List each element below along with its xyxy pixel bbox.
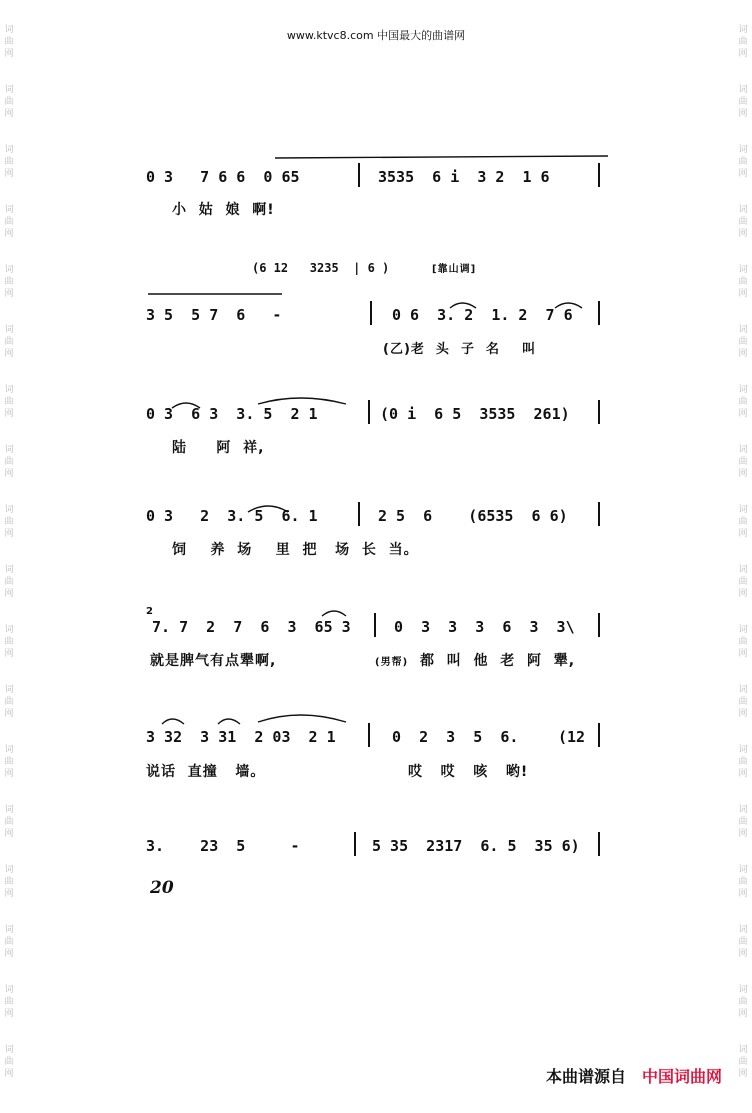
watermark-char: 网 bbox=[738, 589, 748, 599]
notation-measures-b: 5 35 2317 6. 5 35 6) bbox=[372, 837, 580, 855]
system-3 bbox=[0, 404, 752, 424]
watermark-char: 曲 bbox=[738, 697, 748, 707]
notation-measures-b: 0 3 3 3 6 3 3\ bbox=[394, 618, 575, 636]
watermark-char: 曲 bbox=[738, 937, 748, 947]
grace-note-mark: 2 bbox=[146, 606, 153, 617]
watermark-char: 词 bbox=[4, 445, 14, 455]
notation-measures-a: 3 5 5 7 6 - bbox=[146, 306, 282, 324]
watermark-char: 词 bbox=[738, 565, 748, 575]
barline bbox=[370, 301, 372, 325]
watermark-char: 网 bbox=[738, 649, 748, 659]
system-5 bbox=[0, 617, 752, 637]
notation-measures-a: 0 3 7 6 6 0 65 bbox=[146, 168, 300, 186]
watermark-char: 曲 bbox=[4, 337, 14, 347]
watermark-char: 曲 bbox=[4, 757, 14, 767]
watermark-char: 网 bbox=[4, 949, 14, 959]
barline bbox=[598, 832, 600, 856]
watermark-char: 词 bbox=[738, 1045, 748, 1055]
watermark-char: 网 bbox=[738, 709, 748, 719]
lyrics-4 bbox=[0, 540, 752, 560]
watermark-char: 词 bbox=[738, 145, 748, 155]
notation-measures-b: 0 2 3 5 6. bbox=[392, 728, 519, 746]
watermark-char: 词 bbox=[4, 565, 14, 575]
watermark-char: 词 bbox=[738, 25, 748, 35]
watermark-char: 曲 bbox=[738, 277, 748, 287]
watermark-char: 曲 bbox=[738, 217, 748, 227]
watermark-char: 词 bbox=[738, 385, 748, 395]
watermark-char: 网 bbox=[4, 709, 14, 719]
watermark-char: 词 bbox=[738, 505, 748, 515]
footer-brand-link[interactable]: 中国词曲网 bbox=[641, 1067, 722, 1086]
watermark-char: 曲 bbox=[738, 457, 748, 467]
barline bbox=[598, 301, 600, 325]
watermark-char: 词 bbox=[4, 1045, 14, 1055]
watermark-char: 网 bbox=[4, 1009, 14, 1019]
lyrics-6 bbox=[0, 762, 752, 782]
watermark-char: 曲 bbox=[738, 757, 748, 767]
watermark-char: 曲 bbox=[4, 817, 14, 827]
watermark-char: 网 bbox=[4, 889, 14, 899]
watermark-char: 曲 bbox=[4, 1057, 14, 1067]
notation-measures-a: 0 3 2 3. 5 6. 1 bbox=[146, 507, 318, 525]
watermark-char: 网 bbox=[4, 409, 14, 419]
watermark-char: 曲 bbox=[4, 877, 14, 887]
watermark-char: 网 bbox=[738, 769, 748, 779]
lyrics-2 bbox=[0, 340, 752, 360]
lyrics-text: 就是脾气有点犟啊, bbox=[150, 653, 277, 669]
watermark-char: 网 bbox=[738, 109, 748, 119]
system-7 bbox=[0, 836, 752, 856]
watermark-char: 曲 bbox=[738, 157, 748, 167]
watermark-char: 词 bbox=[4, 625, 14, 635]
watermark-char: 曲 bbox=[4, 397, 14, 407]
system-2-intro bbox=[0, 258, 752, 278]
watermark-char: 曲 bbox=[738, 517, 748, 527]
lyrics-1 bbox=[0, 200, 752, 220]
watermark-char: 曲 bbox=[738, 337, 748, 347]
watermark-char: 曲 bbox=[738, 877, 748, 887]
lyrics-5 bbox=[0, 651, 752, 671]
watermark-char: 词 bbox=[4, 985, 14, 995]
notation-measures-a: 0 3 6 3 3. 5 2 1 bbox=[146, 405, 318, 423]
lyrics-text: 饲 养 场 里 把 场 长 当。 bbox=[172, 542, 419, 558]
barline bbox=[354, 832, 356, 856]
watermark-char: 网 bbox=[738, 529, 748, 539]
watermark-char: 词 bbox=[738, 205, 748, 215]
watermark-char: 曲 bbox=[738, 997, 748, 1007]
watermark-char: 词 bbox=[738, 685, 748, 695]
barline bbox=[374, 613, 376, 637]
watermark-char: 网 bbox=[738, 409, 748, 419]
watermark-char: 曲 bbox=[738, 37, 748, 47]
watermark-char: 网 bbox=[4, 1069, 14, 1079]
watermark-char: 网 bbox=[4, 529, 14, 539]
watermark-char: 网 bbox=[4, 769, 14, 779]
watermark-char: 曲 bbox=[4, 97, 14, 107]
watermark-char: 词 bbox=[4, 205, 14, 215]
watermark-char: 网 bbox=[738, 949, 748, 959]
notation-measures-a: 7. 7 2 7 6 3 65 3 bbox=[152, 618, 351, 636]
notation-measures-b: 2 5 6 (6535 6 6) bbox=[378, 507, 568, 525]
notation-measures-b: 0 6 3. 2 1. 2 7 6 bbox=[392, 306, 573, 324]
watermark-char: 词 bbox=[4, 925, 14, 935]
watermark-char: 曲 bbox=[4, 217, 14, 227]
watermark-char: 网 bbox=[738, 49, 748, 59]
watermark-char: 词 bbox=[738, 265, 748, 275]
watermark-char: 词 bbox=[4, 865, 14, 875]
watermark-char: 词 bbox=[4, 505, 14, 515]
barline bbox=[358, 163, 360, 187]
lyrics-text: 都 叫 他 老 阿 犟, bbox=[420, 653, 576, 669]
watermark-char: 网 bbox=[4, 289, 14, 299]
watermark-char: 曲 bbox=[738, 637, 748, 647]
watermark-char: 曲 bbox=[4, 937, 14, 947]
watermark-char: 网 bbox=[4, 829, 14, 839]
watermark-char: 曲 bbox=[4, 277, 14, 287]
notation-measures-a: 3. 23 5 - bbox=[146, 837, 300, 855]
watermark-char: 网 bbox=[738, 229, 748, 239]
site-header: www.ktvc8.com 中国最大的曲谱网 bbox=[286, 29, 466, 42]
barline bbox=[598, 400, 600, 424]
watermark-char: 曲 bbox=[738, 577, 748, 587]
watermark-char: 网 bbox=[738, 829, 748, 839]
watermark-char: 曲 bbox=[4, 457, 14, 467]
watermark-char: 网 bbox=[4, 469, 14, 479]
watermark-char: 词 bbox=[738, 445, 748, 455]
watermark-char: 网 bbox=[738, 1009, 748, 1019]
notation-measures-b: 3535 6 i 3 2 1 6 bbox=[378, 168, 550, 186]
lyrics-text: 陆 阿 祥, bbox=[172, 440, 265, 456]
barline bbox=[368, 723, 370, 747]
watermark-char: 网 bbox=[4, 349, 14, 359]
system-6 bbox=[0, 727, 752, 747]
watermark-char: 曲 bbox=[4, 637, 14, 647]
watermark-char: 网 bbox=[738, 349, 748, 359]
watermark-char: 网 bbox=[4, 589, 14, 599]
watermark-char: 网 bbox=[738, 169, 748, 179]
watermark-char: 词 bbox=[4, 385, 14, 395]
watermark-char: 网 bbox=[4, 49, 14, 59]
tune-label: [靠山调] bbox=[432, 264, 477, 275]
barline bbox=[598, 613, 600, 637]
system-1 bbox=[0, 167, 752, 187]
barline bbox=[368, 400, 370, 424]
watermark-char: 词 bbox=[738, 865, 748, 875]
barline bbox=[598, 502, 600, 526]
watermark-char: 曲 bbox=[4, 37, 14, 47]
watermark-char: 网 bbox=[738, 1069, 748, 1079]
barline bbox=[598, 723, 600, 747]
barline bbox=[598, 163, 600, 187]
watermark-char: 曲 bbox=[4, 997, 14, 1007]
page-number: 20 bbox=[150, 878, 174, 898]
watermark-char: 曲 bbox=[738, 397, 748, 407]
watermark-char: 词 bbox=[738, 85, 748, 95]
watermark-char: 词 bbox=[738, 745, 748, 755]
watermark-char: 网 bbox=[738, 469, 748, 479]
watermark-char: 词 bbox=[4, 145, 14, 155]
watermark-char: 词 bbox=[738, 805, 748, 815]
instrumental-intro: (6 12 3235 | 6 ) bbox=[252, 261, 390, 275]
watermark-char: 网 bbox=[4, 109, 14, 119]
notation-measures-c: (12 bbox=[558, 728, 586, 746]
watermark-char: 网 bbox=[4, 169, 14, 179]
system-4 bbox=[0, 506, 752, 526]
watermark-char: 网 bbox=[4, 649, 14, 659]
watermark-char: 曲 bbox=[4, 517, 14, 527]
watermark-char: 词 bbox=[4, 685, 14, 695]
footer-text: 本曲谱源自 bbox=[545, 1067, 626, 1086]
watermark-char: 曲 bbox=[738, 97, 748, 107]
watermark-char: 网 bbox=[738, 889, 748, 899]
watermark-char: 词 bbox=[4, 325, 14, 335]
watermark-char: 曲 bbox=[4, 577, 14, 587]
system-2 bbox=[0, 305, 752, 325]
watermark-char: 曲 bbox=[738, 1057, 748, 1067]
watermark-char: 词 bbox=[738, 325, 748, 335]
lyrics-text: (乙)老 头 子 名 叫 bbox=[383, 342, 537, 357]
watermark-char: 词 bbox=[4, 265, 14, 275]
watermark-char: 词 bbox=[738, 985, 748, 995]
watermark-char: 词 bbox=[738, 625, 748, 635]
lyrics-3 bbox=[0, 438, 752, 458]
lyrics-text: 哎 哎 咳 哟! bbox=[408, 764, 529, 780]
watermark-char: 词 bbox=[4, 805, 14, 815]
watermark-char: 词 bbox=[738, 925, 748, 935]
watermark-char: 词 bbox=[4, 745, 14, 755]
watermark-char: 曲 bbox=[738, 817, 748, 827]
watermark-char: 网 bbox=[738, 289, 748, 299]
footer-credit bbox=[546, 1064, 722, 1087]
barline bbox=[358, 502, 360, 526]
notation-measures-b: (0 i 6 5 3535 261) bbox=[380, 405, 570, 423]
watermark-char: 词 bbox=[4, 25, 14, 35]
lyrics-annotation: (男帮) bbox=[375, 657, 409, 668]
notation-measures-a: 3 32 3 31 2 03 2 1 bbox=[146, 728, 336, 746]
watermark-char: 网 bbox=[4, 229, 14, 239]
watermark-char: 曲 bbox=[4, 157, 14, 167]
watermark-char: 词 bbox=[4, 85, 14, 95]
lyrics-text: 说话 直撞 墙。 bbox=[146, 764, 266, 780]
watermark-char: 曲 bbox=[4, 697, 14, 707]
lyrics-text: 小 姑 娘 啊! bbox=[172, 202, 275, 218]
